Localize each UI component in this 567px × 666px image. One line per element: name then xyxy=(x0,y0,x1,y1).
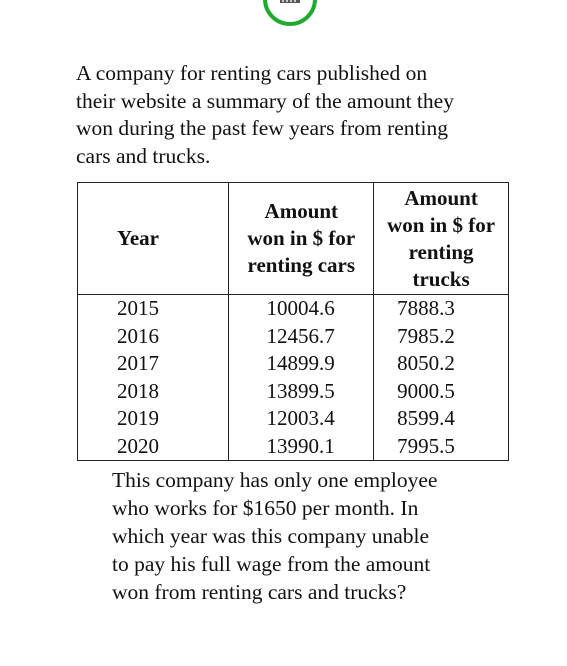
question-line: to pay his full wage from the amount xyxy=(112,552,431,576)
header-cars: Amount won in $ for renting cars xyxy=(229,183,374,295)
question-line: This company has only one employee xyxy=(112,468,438,492)
question-paragraph xyxy=(112,466,532,606)
cell-year: 2017 xyxy=(78,350,229,378)
cell-trucks: 7888.3 xyxy=(374,295,509,323)
cell-cars: 13990.1 xyxy=(229,433,374,461)
table-row xyxy=(78,405,509,433)
question-line: who works for $1650 per month. In xyxy=(112,496,419,520)
table-row xyxy=(78,350,509,378)
table-row xyxy=(78,295,509,323)
cell-trucks: 8599.4 xyxy=(374,405,509,433)
cell-trucks: 7985.2 xyxy=(374,323,509,351)
question-line: which year was this company unable xyxy=(112,524,430,548)
cell-cars: 12003.4 xyxy=(229,405,374,433)
intro-line: A company for renting cars published on xyxy=(76,61,428,85)
table-header-row xyxy=(78,183,509,295)
cell-year: 2016 xyxy=(78,323,229,351)
header-year: Year xyxy=(78,183,229,295)
intro-line: won during the past few years from renting xyxy=(76,116,448,140)
calculator-icon xyxy=(280,0,300,3)
intro-paragraph xyxy=(76,60,516,170)
cell-cars: 12456.7 xyxy=(229,323,374,351)
question-line: won from renting cars and trucks? xyxy=(112,580,407,604)
cell-trucks: 7995.5 xyxy=(374,433,509,461)
earnings-table xyxy=(77,182,509,461)
calculator-badge xyxy=(263,0,317,26)
cell-cars: 13899.5 xyxy=(229,378,374,406)
cell-year: 2015 xyxy=(78,295,229,323)
cell-year: 2020 xyxy=(78,433,229,461)
cell-year: 2019 xyxy=(78,405,229,433)
cell-cars: 14899.9 xyxy=(229,350,374,378)
cell-year: 2018 xyxy=(78,378,229,406)
table-row xyxy=(78,323,509,351)
table-row xyxy=(78,378,509,406)
intro-line: their website a summary of the amount they xyxy=(76,88,454,113)
intro-line: cars and trucks. xyxy=(76,143,211,168)
cell-cars: 10004.6 xyxy=(229,295,374,323)
cell-trucks: 9000.5 xyxy=(374,378,509,406)
header-trucks: Amount won in $ for renting trucks xyxy=(374,183,509,295)
table-row xyxy=(78,433,509,461)
cell-trucks: 8050.2 xyxy=(374,350,509,378)
